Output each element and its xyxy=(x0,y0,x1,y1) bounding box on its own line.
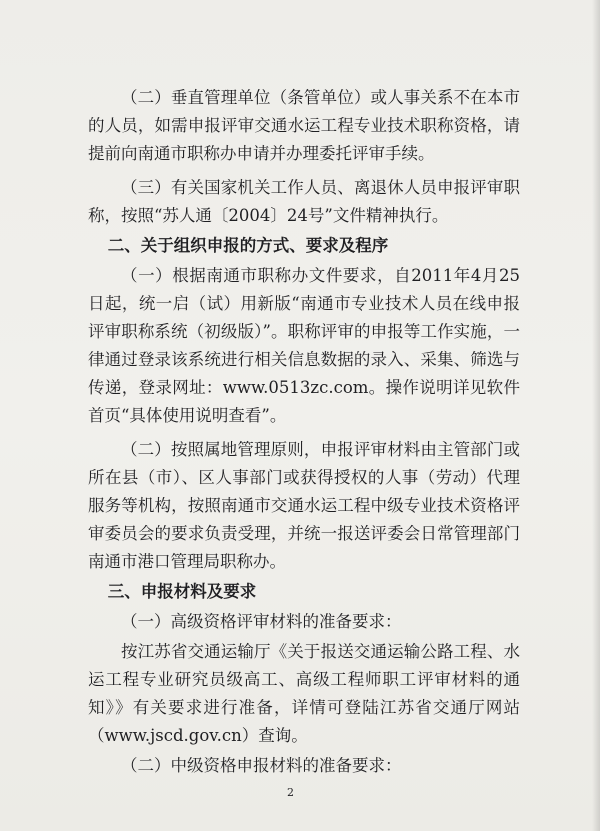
paragraph-intermediate-requirements: （二）中级资格申报材料的准备要求： xyxy=(121,756,402,775)
paragraph-vertical-management: （二）垂直管理单位（条管单位）或人事关系不在本市的人员，如需申报评审交通水运工程专业技术职称资格，请提前向南通市职称办申请并办理委托评审手续。 xyxy=(88,88,520,163)
paragraph-government-staff: （三）有关国家机关工作人员、离退休人员申报评审职称，按照“苏人通〔2004〕24号”文件精神执行。 xyxy=(88,178,520,225)
section-heading-3: 三、申报材料及要求 xyxy=(107,582,257,601)
paragraph-senior-requirements: （一）高级资格评审材料的准备要求： xyxy=(121,612,402,631)
paragraph-online-system: （一）根据南通市职称办文件要求，自2011年4月25日起，统一启（试）用新版“南通市专业技术人员在线申报评审职称系统（初级版）”。职称评审的申报等工作实施，一律通过登录该系统进行相关信息数据的录入、采集、筛选与传递，登录网址：www.0513zc.com。操作说明详见软件首页“具体使用说明查看”。 xyxy=(88,266,520,425)
paragraph-territorial-management: （二）按照属地管理原则，申报评审材料由主管部门或所在县（市）、区人事部门或获得授权的人事（劳动）代理服务等机构，按照南通市交通水运工程中级专业技术资格评审委员会的要求负责受理，并统一报送评委会日常管理部门南通市港口管理局职称办。 xyxy=(88,440,520,571)
document-body xyxy=(88,84,520,782)
page-edge-shadow xyxy=(592,0,600,831)
page-number: 2 xyxy=(287,786,294,799)
section-heading-2: 二、关于组织申报的方式、要求及程序 xyxy=(107,236,389,255)
paragraph-provincial-notice: 按江苏省交通运输厅《关于报送交通运输公路工程、水运工程专业研究员级高工、高级工程师职工评审材料的通知》》有关要求进行准备，详情可登陆江苏省交通厅网站（www.jscd.gov.cn）查询。 xyxy=(88,642,520,745)
